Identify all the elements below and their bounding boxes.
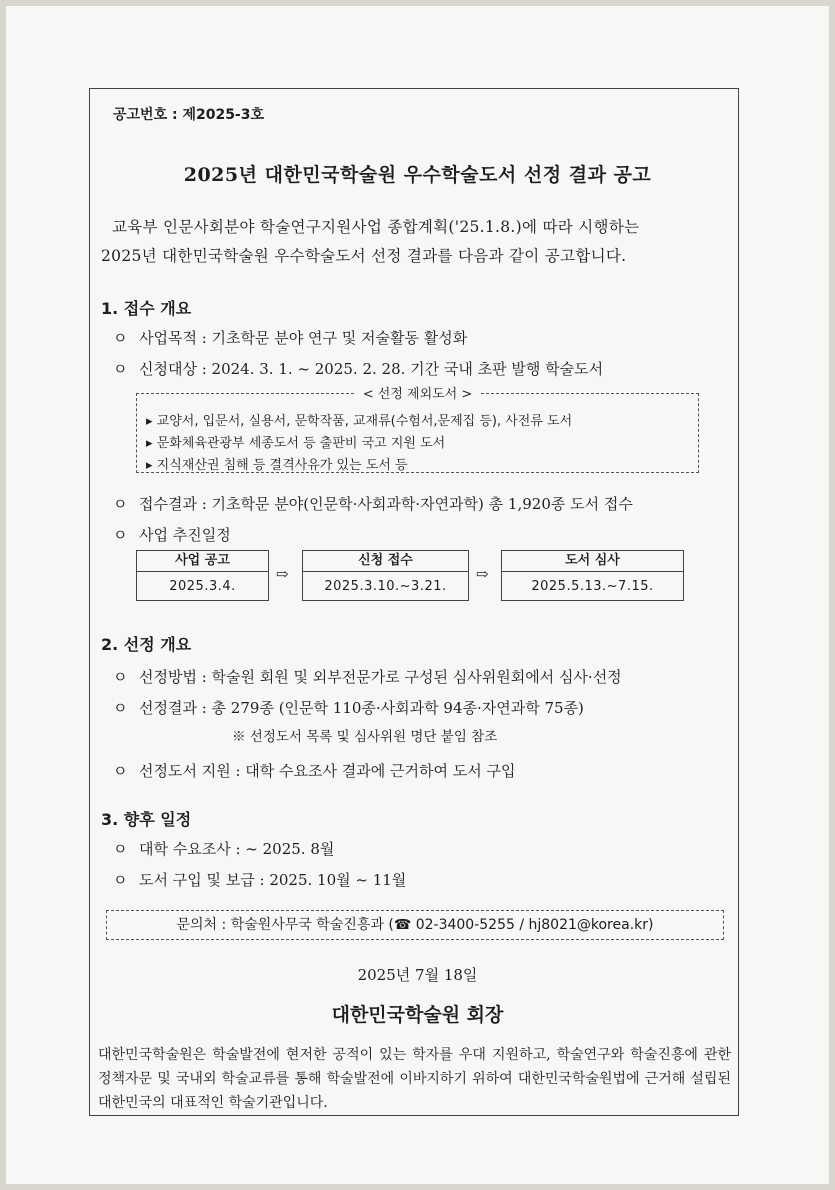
bullet-marker: ㅇ	[113, 762, 128, 780]
bullet-marker: ㅇ	[113, 840, 128, 858]
schedule-step	[302, 550, 469, 601]
list-item	[113, 838, 334, 859]
purpose-text: 사업목적 : 기초학문 분야 연구 및 저술활동 활성화	[139, 329, 468, 347]
exclusion-item: ▸ 교양서, 입문서, 실용서, 문학작품, 교재류(수험서,문제집 등), 사전류 도서	[146, 414, 573, 429]
schedule-step	[501, 550, 684, 601]
list-item	[113, 869, 406, 890]
schedule-step	[136, 550, 269, 601]
list-item	[113, 666, 622, 687]
schedule-stage: 도서 심사	[502, 551, 683, 572]
notice-frame	[89, 88, 739, 1116]
bullet-marker: ㅇ	[113, 495, 128, 513]
bullet-marker: ㅇ	[113, 329, 128, 347]
section-1-heading: 1. 접수 개요	[101, 299, 192, 318]
section-2-heading: 2. 선정 개요	[101, 635, 192, 654]
purchase-text: 도서 구입 및 보급 : 2025. 10월 ~ 11월	[139, 871, 407, 889]
notice-date: 2025년 7월 18일	[357, 966, 478, 984]
schedule-period: 2025.3.10.~3.21.	[324, 579, 447, 594]
arrow-right-icon: ⇨	[476, 565, 489, 583]
schedule-period: 2025.3.4.	[169, 579, 236, 594]
selection-result-text: 선정결과 : 총 279종 (인문학 110종·사회과학 94종·자연과학 75종)	[139, 699, 584, 717]
exclusion-caption: < 선정 제외도서 >	[0, 383, 835, 402]
bullet-marker: ㅇ	[113, 360, 128, 378]
bullet-marker: ㅇ	[113, 668, 128, 686]
list-item	[113, 524, 231, 545]
schedule-label: 사업 추진일정	[139, 526, 231, 544]
list-item	[113, 493, 633, 514]
survey-text: 대학 수요조사 : ~ 2025. 8월	[139, 840, 335, 858]
attachment-note: ※ 선정도서 목록 및 심사위원 명단 붙임 참조	[232, 729, 498, 745]
intro-line-1: 교육부 인문사회분야 학술연구지원사업 종합계획('25.1.8.)에 따라 시행하는	[112, 218, 640, 236]
section-3-heading: 3. 향후 일정	[101, 810, 192, 829]
schedule-period: 2025.5.13.~7.15.	[531, 579, 654, 594]
application-result-text: 접수결과 : 기초학문 분야(인문학·사회과학·자연과학) 총 1,920종 도서 접수	[139, 495, 633, 513]
about-paragraph: 대한민국학술원은 학술발전에 현저한 공적이 있는 학자를 우대 지원하고, 학술연구와 학술진흥에 관한 정책자문 및 국내외 학술교류를 통해 학술발전에 이바지하기 위하여 대한민국학술원법에 근거해 설립된 대한민국의 대표적인 학술기관입니다.	[98, 1047, 731, 1111]
bullet-marker: ㅇ	[113, 526, 128, 544]
arrow-right-icon: ⇨	[276, 565, 289, 583]
exclusion-item: ▸ 문화체육관광부 세종도서 등 출판비 국고 지원 도서	[146, 436, 446, 451]
notice-number: 공고번호 : 제2025-3호	[113, 107, 265, 123]
list-item	[113, 358, 603, 379]
selection-method-text: 선정방법 : 학술원 회원 및 외부전문가로 구성된 심사위원회에서 심사·선정	[139, 668, 622, 686]
eligibility-text: 신청대상 : 2024. 3. 1. ~ 2025. 2. 28. 기간 국내 초판 발행 학술도서	[139, 360, 604, 378]
signer: 대한민국학술원 회장	[331, 1004, 504, 1026]
intro-line-2: 2025년 대한민국학술원 우수학술도서 선정 결과를 다음과 같이 공고합니다.	[101, 247, 627, 265]
list-item	[113, 327, 467, 348]
list-item	[113, 760, 515, 781]
exclusion-item: ▸ 지식재산권 침해 등 결격사유가 있는 도서 등	[146, 458, 408, 473]
page-title: 2025년 대한민국학술원 우수학술도서 선정 결과 공고	[183, 164, 652, 186]
schedule-stage: 사업 공고	[137, 551, 268, 572]
list-item	[113, 697, 584, 718]
schedule-stage: 신청 접수	[303, 551, 468, 572]
bullet-marker: ㅇ	[113, 699, 128, 717]
contact-box: 문의처 : 학술원사무국 학술진흥과 (☎ 02-3400-5255 / hj8021@korea.kr)	[106, 910, 724, 940]
support-text: 선정도서 지원 : 대학 수요조사 결과에 근거하여 도서 구입	[139, 762, 516, 780]
bullet-marker: ㅇ	[113, 871, 128, 889]
